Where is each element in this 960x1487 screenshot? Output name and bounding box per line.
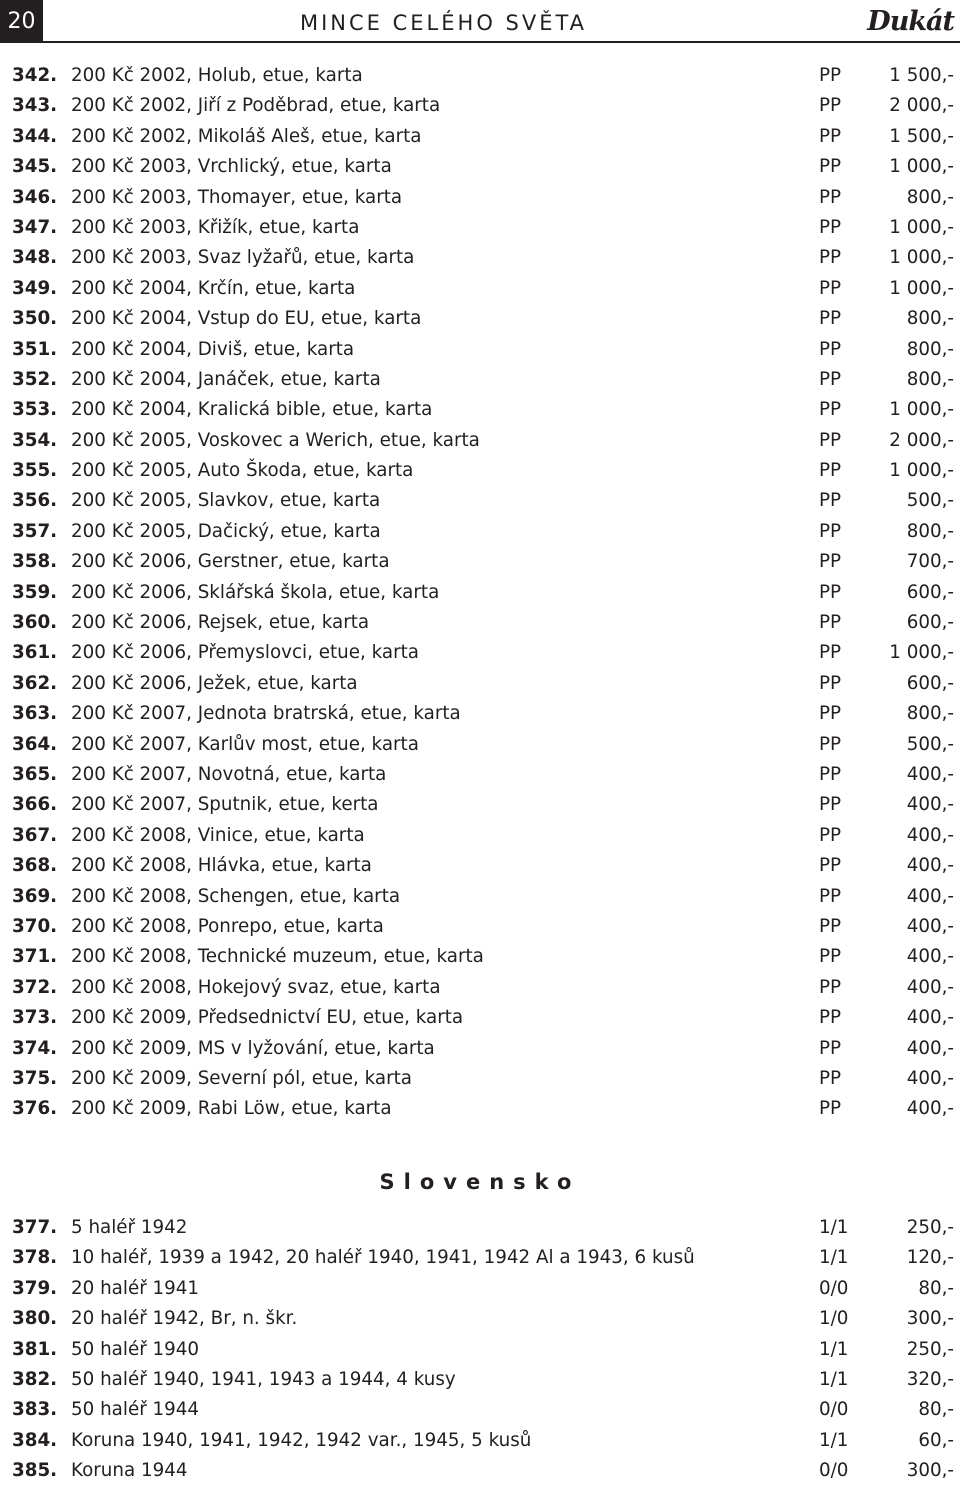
item-grade: PP bbox=[819, 855, 842, 877]
item-price: 400,- bbox=[906, 1098, 954, 1120]
item-description: 200 Kč 2008, Ponrepo, etue, karta bbox=[71, 915, 384, 937]
item-grade: PP bbox=[819, 460, 842, 482]
item-description: 200 Kč 2002, Holub, etue, karta bbox=[71, 65, 363, 86]
list-item bbox=[0, 517, 960, 547]
list-item bbox=[0, 213, 960, 243]
page-title: MINCE CELÉHO SVĚTA bbox=[300, 11, 588, 35]
list-item bbox=[0, 1003, 960, 1033]
item-number: 378. bbox=[12, 1247, 58, 1269]
item-price: 600,- bbox=[906, 672, 954, 694]
item-price: 400,- bbox=[906, 763, 954, 785]
item-grade: PP bbox=[819, 520, 842, 542]
item-description: 200 Kč 2004, Kralická bible, etue, karta bbox=[71, 399, 433, 421]
item-grade: PP bbox=[819, 308, 842, 330]
item-price: 320,- bbox=[906, 1368, 954, 1390]
list-item bbox=[0, 1365, 960, 1395]
list-item bbox=[0, 760, 960, 790]
item-number: 383. bbox=[12, 1399, 58, 1421]
item-description: 200 Kč 2002, Jiří z Poděbrad, etue, karta bbox=[71, 95, 441, 117]
item-grade: PP bbox=[819, 976, 842, 998]
item-description: 50 haléř 1940, 1941, 1943 a 1944, 4 kusy bbox=[71, 1368, 456, 1390]
item-number: 346. bbox=[12, 186, 58, 208]
item-price: 800,- bbox=[906, 703, 954, 725]
item-grade: PP bbox=[819, 368, 842, 390]
list-item bbox=[0, 395, 960, 425]
item-price: 400,- bbox=[906, 1067, 954, 1089]
list-item bbox=[0, 547, 960, 577]
item-number: 362. bbox=[12, 672, 58, 694]
list-item bbox=[0, 638, 960, 668]
item-grade: PP bbox=[819, 429, 842, 451]
item-grade: PP bbox=[819, 186, 842, 208]
item-grade: PP bbox=[819, 125, 842, 147]
item-description: 200 Kč 2008, Vinice, etue, karta bbox=[71, 824, 365, 846]
item-price: 1 000,- bbox=[889, 399, 954, 421]
list-item bbox=[0, 426, 960, 456]
item-grade: PP bbox=[819, 247, 842, 269]
item-price: 300,- bbox=[906, 1308, 954, 1330]
item-description: 5 haléř 1942 bbox=[71, 1217, 188, 1238]
item-number: 363. bbox=[12, 703, 58, 725]
list-item bbox=[0, 1274, 960, 1304]
item-description: 200 Kč 2004, Krčín, etue, karta bbox=[71, 277, 356, 299]
item-price: 80,- bbox=[918, 1399, 954, 1421]
item-description: 200 Kč 2004, Vstup do EU, etue, karta bbox=[71, 308, 422, 330]
list-item bbox=[0, 274, 960, 304]
list-item bbox=[0, 1243, 960, 1273]
item-price: 60,- bbox=[918, 1429, 954, 1451]
item-grade: PP bbox=[819, 95, 842, 117]
item-number: 364. bbox=[12, 733, 58, 755]
item-price: 250,- bbox=[906, 1338, 954, 1360]
item-price: 1 000,- bbox=[889, 460, 954, 482]
item-number: 380. bbox=[12, 1308, 58, 1330]
list-item bbox=[0, 91, 960, 121]
item-price: 800,- bbox=[906, 520, 954, 542]
item-description: 50 haléř 1940 bbox=[71, 1338, 200, 1360]
item-price: 2 000,- bbox=[889, 429, 954, 451]
item-price: 400,- bbox=[906, 915, 954, 937]
item-number: 372. bbox=[12, 976, 58, 998]
item-number: 360. bbox=[12, 612, 58, 634]
list-item bbox=[0, 456, 960, 486]
item-description: 200 Kč 2007, Novotná, etue, karta bbox=[71, 763, 387, 785]
item-number: 379. bbox=[12, 1277, 58, 1299]
item-description: Koruna 1944 bbox=[71, 1460, 188, 1482]
item-number: 359. bbox=[12, 581, 58, 603]
item-grade: PP bbox=[819, 216, 842, 238]
item-price: 400,- bbox=[906, 1007, 954, 1029]
item-grade: PP bbox=[819, 885, 842, 907]
item-number: 370. bbox=[12, 915, 58, 937]
item-grade: PP bbox=[819, 277, 842, 299]
item-number: 371. bbox=[12, 946, 58, 968]
item-description: Koruna 1940, 1941, 1942, 1942 var., 1945, 5 kusů bbox=[71, 1429, 532, 1451]
item-number: 369. bbox=[12, 885, 58, 907]
item-description: 200 Kč 2005, Slavkov, etue, karta bbox=[71, 490, 381, 512]
item-number: 385. bbox=[12, 1460, 58, 1482]
item-grade: PP bbox=[819, 1067, 842, 1089]
item-number: 361. bbox=[12, 642, 58, 664]
list-item bbox=[0, 1456, 960, 1486]
item-price: 400,- bbox=[906, 794, 954, 816]
list-item bbox=[0, 608, 960, 638]
item-description: 200 Kč 2007, Karlův most, etue, karta bbox=[71, 733, 419, 755]
czech-coin-list bbox=[0, 61, 960, 1125]
item-number: 376. bbox=[12, 1098, 58, 1120]
item-grade: PP bbox=[819, 915, 842, 937]
item-grade: PP bbox=[819, 156, 842, 178]
item-description: 200 Kč 2008, Technické muzeum, etue, karta bbox=[71, 946, 484, 968]
item-number: 365. bbox=[12, 763, 58, 785]
item-price: 800,- bbox=[906, 338, 954, 360]
item-grade: 0/0 bbox=[819, 1460, 849, 1482]
item-description: 200 Kč 2005, Dačický, etue, karta bbox=[71, 520, 381, 542]
item-price: 400,- bbox=[906, 1037, 954, 1059]
item-price: 600,- bbox=[906, 612, 954, 634]
item-description: 200 Kč 2003, Vrchlický, etue, karta bbox=[71, 156, 392, 178]
item-number: 347. bbox=[12, 216, 58, 238]
list-item bbox=[0, 699, 960, 729]
list-item bbox=[0, 821, 960, 851]
list-item bbox=[0, 335, 960, 365]
item-description: 200 Kč 2006, Rejsek, etue, karta bbox=[71, 612, 370, 634]
list-item bbox=[0, 183, 960, 213]
item-grade: PP bbox=[819, 1098, 842, 1120]
list-item bbox=[0, 486, 960, 516]
list-item bbox=[0, 882, 960, 912]
item-number: 345. bbox=[12, 156, 58, 178]
item-description: 10 haléř, 1939 a 1942, 20 haléř 1940, 1941, 1942 Al a 1943, 6 kusů bbox=[71, 1247, 695, 1269]
list-item bbox=[0, 365, 960, 395]
item-price: 400,- bbox=[906, 946, 954, 968]
list-item bbox=[0, 1213, 960, 1243]
item-price: 1 000,- bbox=[889, 277, 954, 299]
list-item bbox=[0, 1395, 960, 1425]
list-item bbox=[0, 243, 960, 273]
item-price: 500,- bbox=[906, 733, 954, 755]
item-grade: 0/0 bbox=[819, 1277, 849, 1299]
item-grade: PP bbox=[819, 338, 842, 360]
item-description: 200 Kč 2003, Svaz lyžařů, etue, karta bbox=[71, 247, 415, 269]
item-number: 354. bbox=[12, 429, 58, 451]
item-number: 358. bbox=[12, 551, 58, 573]
section-title-slovakia: Slovensko bbox=[379, 1170, 581, 1194]
item-grade: PP bbox=[819, 642, 842, 664]
item-number: 355. bbox=[12, 460, 58, 482]
item-grade: 1/1 bbox=[819, 1247, 849, 1269]
item-price: 1 000,- bbox=[889, 216, 954, 238]
item-number: 374. bbox=[12, 1037, 58, 1059]
item-description: 200 Kč 2006, Sklářská škola, etue, karta bbox=[71, 581, 440, 603]
item-price: 2 000,- bbox=[889, 95, 954, 117]
item-grade: 1/1 bbox=[819, 1217, 849, 1238]
item-description: 200 Kč 2003, Křižík, etue, karta bbox=[71, 216, 360, 238]
item-number: 382. bbox=[12, 1368, 58, 1390]
slovakia-coin-list bbox=[0, 1213, 960, 1487]
item-description: 50 haléř 1944 bbox=[71, 1399, 200, 1421]
item-grade: 0/0 bbox=[819, 1399, 849, 1421]
item-price: 250,- bbox=[906, 1217, 954, 1238]
brand-logo: Dukát bbox=[867, 6, 954, 37]
item-description: 200 Kč 2006, Ježek, etue, karta bbox=[71, 672, 358, 694]
list-item bbox=[0, 61, 960, 91]
item-number: 367. bbox=[12, 824, 58, 846]
item-grade: PP bbox=[819, 794, 842, 816]
list-item bbox=[0, 669, 960, 699]
item-price: 400,- bbox=[906, 976, 954, 998]
item-price: 800,- bbox=[906, 308, 954, 330]
item-grade: PP bbox=[819, 490, 842, 512]
item-grade: PP bbox=[819, 1007, 842, 1029]
item-number: 375. bbox=[12, 1067, 58, 1089]
item-number: 342. bbox=[12, 65, 58, 86]
item-number: 350. bbox=[12, 308, 58, 330]
item-description: 200 Kč 2007, Sputnik, etue, kerta bbox=[71, 794, 379, 816]
item-price: 1 000,- bbox=[889, 247, 954, 269]
item-number: 351. bbox=[12, 338, 58, 360]
item-price: 400,- bbox=[906, 855, 954, 877]
item-number: 368. bbox=[12, 855, 58, 877]
item-grade: PP bbox=[819, 551, 842, 573]
item-grade: PP bbox=[819, 763, 842, 785]
item-grade: PP bbox=[819, 399, 842, 421]
item-grade: 1/1 bbox=[819, 1368, 849, 1390]
item-description: 200 Kč 2005, Voskovec a Werich, etue, karta bbox=[71, 429, 480, 451]
item-number: 349. bbox=[12, 277, 58, 299]
list-item bbox=[0, 790, 960, 820]
item-grade: PP bbox=[819, 612, 842, 634]
item-number: 373. bbox=[12, 1007, 58, 1029]
item-number: 348. bbox=[12, 247, 58, 269]
item-number: 377. bbox=[12, 1217, 58, 1238]
item-grade: PP bbox=[819, 672, 842, 694]
item-description: 200 Kč 2003, Thomayer, etue, karta bbox=[71, 186, 403, 208]
item-description: 200 Kč 2008, Hokejový svaz, etue, karta bbox=[71, 976, 441, 998]
list-item bbox=[0, 851, 960, 881]
item-description: 200 Kč 2009, Severní pól, etue, karta bbox=[71, 1067, 413, 1089]
item-grade: 1/0 bbox=[819, 1308, 849, 1330]
item-description: 200 Kč 2006, Gerstner, etue, karta bbox=[71, 551, 390, 573]
item-description: 200 Kč 2009, Rabi Löw, etue, karta bbox=[71, 1098, 392, 1120]
item-description: 200 Kč 2006, Přemyslovci, etue, karta bbox=[71, 642, 419, 664]
item-description: 200 Kč 2004, Diviš, etue, karta bbox=[71, 338, 355, 360]
list-item bbox=[0, 1094, 960, 1124]
item-grade: PP bbox=[819, 733, 842, 755]
item-number: 384. bbox=[12, 1429, 58, 1451]
list-item bbox=[0, 730, 960, 760]
item-price: 400,- bbox=[906, 824, 954, 846]
item-description: 200 Kč 2008, Schengen, etue, karta bbox=[71, 885, 401, 907]
item-price: 80,- bbox=[918, 1277, 954, 1299]
item-number: 366. bbox=[12, 794, 58, 816]
item-grade: PP bbox=[819, 581, 842, 603]
item-grade: PP bbox=[819, 703, 842, 725]
item-number: 381. bbox=[12, 1338, 58, 1360]
item-price: 600,- bbox=[906, 581, 954, 603]
item-price: 400,- bbox=[906, 885, 954, 907]
page-number: 20 bbox=[0, 0, 43, 43]
item-description: 200 Kč 2008, Hlávka, etue, karta bbox=[71, 855, 372, 877]
item-price: 500,- bbox=[906, 490, 954, 512]
list-item bbox=[0, 578, 960, 608]
item-number: 352. bbox=[12, 368, 58, 390]
list-item bbox=[0, 1034, 960, 1064]
item-price: 120,- bbox=[906, 1247, 954, 1269]
item-price: 1 500,- bbox=[889, 125, 954, 147]
item-grade: 1/1 bbox=[819, 1338, 849, 1360]
item-description: 20 haléř 1942, Br, n. škr. bbox=[71, 1308, 298, 1330]
item-number: 343. bbox=[12, 95, 58, 117]
list-item bbox=[0, 152, 960, 182]
item-description: 200 Kč 2005, Auto Škoda, etue, karta bbox=[71, 460, 414, 482]
list-item bbox=[0, 1426, 960, 1456]
item-description: 200 Kč 2002, Mikoláš Aleš, etue, karta bbox=[71, 125, 422, 147]
item-number: 357. bbox=[12, 520, 58, 542]
list-item bbox=[0, 1335, 960, 1365]
header-rule bbox=[43, 41, 960, 43]
item-price: 1 000,- bbox=[889, 156, 954, 178]
item-price: 800,- bbox=[906, 186, 954, 208]
item-price: 300,- bbox=[906, 1460, 954, 1482]
item-grade: PP bbox=[819, 65, 842, 86]
item-number: 344. bbox=[12, 125, 58, 147]
item-grade: PP bbox=[819, 1037, 842, 1059]
list-item bbox=[0, 912, 960, 942]
item-description: 200 Kč 2007, Jednota bratrská, etue, karta bbox=[71, 703, 461, 725]
item-grade: PP bbox=[819, 946, 842, 968]
item-price: 1 000,- bbox=[889, 642, 954, 664]
item-description: 200 Kč 2009, Předsednictví EU, etue, karta bbox=[71, 1007, 464, 1029]
item-price: 800,- bbox=[906, 368, 954, 390]
item-number: 353. bbox=[12, 399, 58, 421]
list-item bbox=[0, 1064, 960, 1094]
item-description: 200 Kč 2004, Janáček, etue, karta bbox=[71, 368, 381, 390]
item-grade: PP bbox=[819, 824, 842, 846]
list-item bbox=[0, 304, 960, 334]
item-description: 20 haléř 1941 bbox=[71, 1277, 200, 1299]
list-item bbox=[0, 1304, 960, 1334]
item-price: 700,- bbox=[906, 551, 954, 573]
item-description: 200 Kč 2009, MS v lyžování, etue, karta bbox=[71, 1037, 435, 1059]
list-item bbox=[0, 942, 960, 972]
item-grade: 1/1 bbox=[819, 1429, 849, 1451]
list-item bbox=[0, 122, 960, 152]
item-number: 356. bbox=[12, 490, 58, 512]
list-item bbox=[0, 973, 960, 1003]
item-price: 1 500,- bbox=[889, 65, 954, 86]
